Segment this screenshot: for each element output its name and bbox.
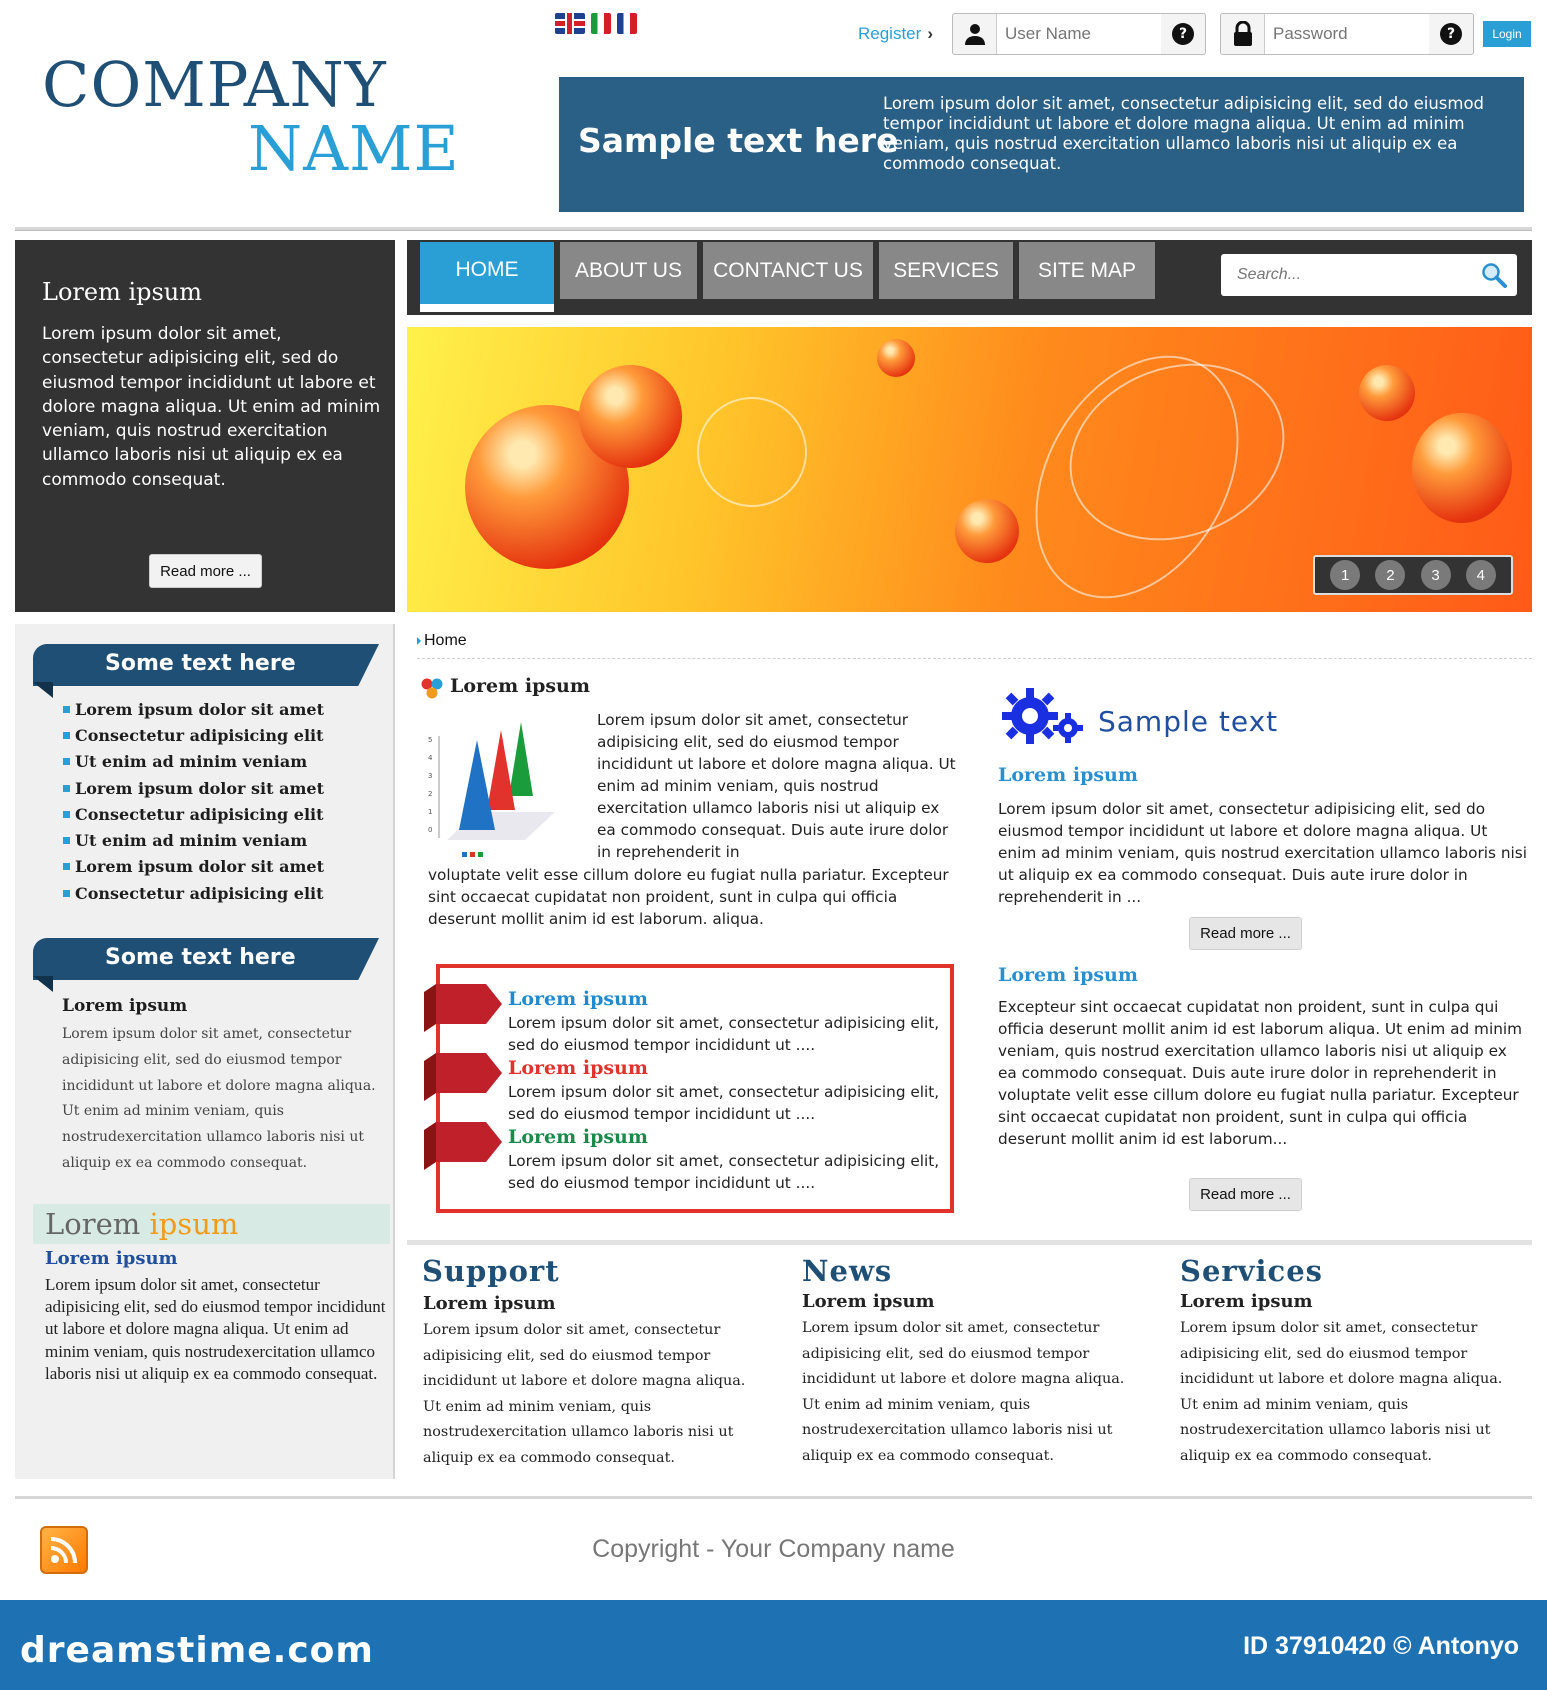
columns-divider <box>407 1240 1532 1245</box>
support-text: Lorem ipsum dolor sit amet, consectetur adipisicing elit, sed do eiusmod tempor incididunt ut labore et dolore magna aliqua. Ut enim ad minim veniam, quis nostrudexercitation ullamco laboris nisi ut aliquip ex ea commodo consequat. <box>423 1322 746 1466</box>
news-title[interactable]: News <box>802 1254 893 1288</box>
intro-box <box>15 240 395 612</box>
sidebar-block-title: Lorem ipsum <box>45 1248 178 1269</box>
hero-bubble <box>579 365 682 468</box>
chevron-right-icon: › <box>927 24 933 43</box>
search-box <box>1221 254 1517 296</box>
header-banner <box>559 77 1524 212</box>
hero-bubble <box>877 339 915 377</box>
red-flag-icon <box>424 1122 502 1170</box>
username-field <box>952 13 1206 55</box>
chart-tick-label: 3 <box>428 772 433 780</box>
intro-title: Lorem ipsum <box>42 278 203 306</box>
slide-4-button[interactable]: 4 <box>1466 560 1496 590</box>
banner-title: Sample text here <box>578 121 899 160</box>
france-flag-icon[interactable] <box>617 13 637 34</box>
right-block-text: Excepteur sint occaecat cupidatat non proident, sunt in culpa qui officia deserunt mollit anim id est laborum aliqua. Ut enim ad minim veniam, quis nostrud exercitation ullamco laboris nisi ut aliquip ex ea commodo consequat. Duis aute irure dolor in reprehenderit in voluptate velit esse cillum dolore eu fugiat nulla pariatur. Excepteur sint occaecat cupidatat non proident, sunt in culpa qui officia deserunt mollit anim id est laborum... <box>998 998 1523 1148</box>
chart-tick-label: 0 <box>428 826 433 834</box>
content-text: voluptate velit esse cillum dolore eu fugiat nulla pariatur. Excepteur sint occaecat cupidatat non proident, sunt in culpa qui officia deserunt mollit anim id est laborum. aliqua. <box>428 866 949 928</box>
uk-flag-icon[interactable] <box>555 13 585 34</box>
copyright-text: Copyright - Your Company name <box>592 1535 955 1563</box>
breadcrumb[interactable]: Home <box>417 632 467 650</box>
nav-site-map[interactable]: SITE MAP <box>1019 242 1155 299</box>
password-help[interactable] <box>1429 23 1473 45</box>
sidebar-link-list <box>63 696 324 906</box>
footer-divider <box>15 1496 1532 1499</box>
sidebar-block-title: Lorem ipsum <box>62 996 188 1016</box>
nav-home[interactable]: HOME <box>420 242 554 312</box>
nav-contact-us[interactable]: CONTANCT US <box>703 242 873 299</box>
sidebar-link[interactable]: Lorem ipsum dolor sit amet <box>63 696 324 722</box>
news-text: Lorem ipsum dolor sit amet, consectetur adipisicing elit, sed do eiusmod tempor incididunt ut labore et dolore magna aliqua. Ut enim ad minim veniam, quis nostrudexercitation ullamco laboris nisi ut aliquip ex ea commodo consequat. <box>802 1320 1125 1464</box>
password-input[interactable] <box>1265 14 1429 54</box>
band-word-2: ipsum <box>149 1207 239 1241</box>
sidebar-link[interactable]: Ut enim ad minim veniam <box>63 749 324 775</box>
logo-company[interactable]: COMPANY <box>42 48 387 121</box>
nav-about-us[interactable]: ABOUT US <box>560 242 697 299</box>
right-block-title[interactable]: Lorem ipsum <box>998 964 1138 986</box>
right-block-text: Lorem ipsum dolor sit amet, consectetur adipisicing elit, sed do eiusmod tempor incididunt ut labore et dolore magna aliqua. Ut enim ad minim veniam, quis nostrud exercitation ullamco laboris nisi ut aliquip ex ea commodo consequat. Duis aute irure dolor in reprehenderit in ... <box>998 800 1528 906</box>
password-field <box>1220 13 1474 55</box>
right-block-title[interactable]: Lorem ipsum <box>998 764 1138 786</box>
sidebar-link[interactable]: Consectetur adipisicing elit <box>63 880 324 906</box>
help-icon: ? <box>1172 23 1194 45</box>
slide-3-button[interactable]: 3 <box>1421 560 1451 590</box>
highlight-item-text: Lorem ipsum dolor sit amet, consectetur adipisicing elit, sed do eiusmod tempor incididunt ut .... <box>508 1014 940 1054</box>
header-divider <box>15 227 1532 231</box>
highlight-item-title[interactable]: Lorem ipsum <box>508 1126 648 1148</box>
band-word-1: Lorem <box>45 1207 141 1241</box>
user-icon <box>953 14 997 54</box>
help-icon: ? <box>1440 23 1462 45</box>
sample-text-title: Sample text <box>1098 705 1279 738</box>
hero-decoration <box>697 397 807 507</box>
sidebar-link[interactable]: Consectetur adipisicing elit <box>63 722 324 748</box>
username-input[interactable] <box>997 14 1161 54</box>
stock-id: ID 37910420 © Antonyo <box>1243 1632 1519 1660</box>
sidebar-ribbon-2 <box>33 938 379 980</box>
breadcrumb-divider <box>417 658 1532 659</box>
main-nav <box>407 240 1532 315</box>
hero-bubble <box>955 499 1019 563</box>
sidebar-highlight-band <box>33 1204 390 1244</box>
ribbon-title: Some text here <box>105 945 296 970</box>
hero-bubble <box>1359 365 1415 421</box>
content-title: Lorem ipsum <box>450 675 590 697</box>
slide-1-button[interactable]: 1 <box>1330 560 1360 590</box>
gears-icon <box>998 686 1088 748</box>
right-read-more-button-2[interactable]: Read more ... <box>1189 1178 1302 1211</box>
hero-bubble <box>1412 413 1512 523</box>
sidebar-link[interactable]: Consectetur adipisicing elit <box>63 801 324 827</box>
nav-services[interactable]: SERVICES <box>879 242 1013 299</box>
services-subtitle: Lorem ipsum <box>1180 1291 1313 1312</box>
services-text: Lorem ipsum dolor sit amet, consectetur adipisicing elit, sed do eiusmod tempor incididunt ut labore et dolore magna aliqua. Ut enim ad minim veniam, quis nostrudexercitation ullamco laboris nisi ut aliquip ex ea commodo consequat. <box>1180 1320 1503 1464</box>
sidebar-link[interactable]: Lorem ipsum dolor sit amet <box>63 775 324 801</box>
register-link[interactable] <box>858 24 933 44</box>
support-title[interactable]: Support <box>422 1254 560 1288</box>
red-flag-icon <box>424 1053 502 1101</box>
support-subtitle: Lorem ipsum <box>423 1293 556 1314</box>
highlight-box <box>436 964 954 1213</box>
chart-tick-label: 1 <box>428 808 433 816</box>
stock-watermark-bar <box>0 1600 1547 1690</box>
language-selector <box>555 13 637 34</box>
register-label: Register <box>858 24 922 43</box>
sidebar-ribbon-1 <box>33 644 379 686</box>
highlight-item-text: Lorem ipsum dolor sit amet, consectetur adipisicing elit, sed do eiusmod tempor incididunt ut .... <box>508 1083 940 1123</box>
services-title[interactable]: Services <box>1180 1254 1323 1288</box>
slider-pager <box>1313 555 1513 595</box>
username-help[interactable] <box>1161 23 1205 45</box>
content-text: Lorem ipsum dolor sit amet, consectetur adipisicing elit, sed do eiusmod tempor incididunt ut labore et dolore magna aliqua. Ut enim ad minim veniam, quis nostrud exercitation ullamco laboris nisi ut aliquip ex ea commodo consequat. Duis aute irure dolor in reprehenderit in <box>597 711 956 861</box>
left-sidebar <box>15 624 395 1479</box>
logo-name[interactable]: NAME <box>248 112 460 185</box>
red-flag-icon <box>424 984 502 1032</box>
search-input[interactable] <box>1221 254 1461 296</box>
stock-logo: dreamstime.com <box>20 1630 374 1671</box>
right-read-more-button-1[interactable]: Read more ... <box>1189 917 1302 950</box>
hero-slider <box>407 327 1532 612</box>
sidebar-link[interactable]: Ut enim ad minim veniam <box>63 827 324 853</box>
chart-tick-label: 2 <box>428 790 433 798</box>
band-title <box>45 1207 238 1241</box>
sidebar-link[interactable]: Lorem ipsum dolor sit amet <box>63 854 324 880</box>
ribbon-title: Some text here <box>105 651 296 676</box>
intro-read-more-button[interactable]: Read more ... <box>149 554 262 588</box>
cone-chart-icon <box>425 712 575 860</box>
sidebar-block-text: Lorem ipsum dolor sit amet, consectetur adipisicing elit, sed do eiusmod tempor incididunt ut labore et dolore magna aliqua. Ut enim ad minim veniam, quis nostrudexercitation ullamco laboris nisi ut aliquip ex ea commodo consequat. <box>62 1026 376 1171</box>
highlight-item-title[interactable]: Lorem ipsum <box>508 988 648 1010</box>
banner-text: Lorem ipsum dolor sit amet, consectetur adipisicing elit, sed do eiusmod tempor incididunt ut labore et dolore magna aliqua. Ut enim ad minim veniam, quis nostrud exercitation ullamco laboris nisi ut aliquip ex ea commodo consequat. <box>883 94 1485 173</box>
italy-flag-icon[interactable] <box>591 13 611 34</box>
sidebar-block-text: Lorem ipsum dolor sit amet, consectetur adipisicing elit, sed do eiusmod tempor incididunt ut labore et dolore magna aliqua. Ut enim ad minim veniam, quis nostrudexercitation ullamco laboris nisi ut aliquip ex ea commodo consequat. <box>45 1275 386 1383</box>
search-icon[interactable] <box>1481 262 1507 288</box>
color-dots-icon <box>420 677 444 701</box>
highlight-item-title[interactable]: Lorem ipsum <box>508 1057 648 1079</box>
chart-tick-label: 4 <box>428 754 433 762</box>
lock-icon <box>1221 14 1265 54</box>
intro-text: Lorem ipsum dolor sit amet, consectetur adipisicing elit, sed do eiusmod tempor incididunt ut labore et dolore magna aliqua. Ut enim ad minim veniam, quis nostrud exercitation ullamco laboris nisi ut aliquip ex ea commodo consequat. <box>42 324 381 490</box>
highlight-item-text: Lorem ipsum dolor sit amet, consectetur adipisicing elit, sed do eiusmod tempor incididunt ut .... <box>508 1152 940 1192</box>
news-subtitle: Lorem ipsum <box>802 1291 935 1312</box>
login-button[interactable]: Login <box>1483 21 1531 47</box>
chart-tick-label: 5 <box>428 736 433 744</box>
slide-2-button[interactable]: 2 <box>1375 560 1405 590</box>
